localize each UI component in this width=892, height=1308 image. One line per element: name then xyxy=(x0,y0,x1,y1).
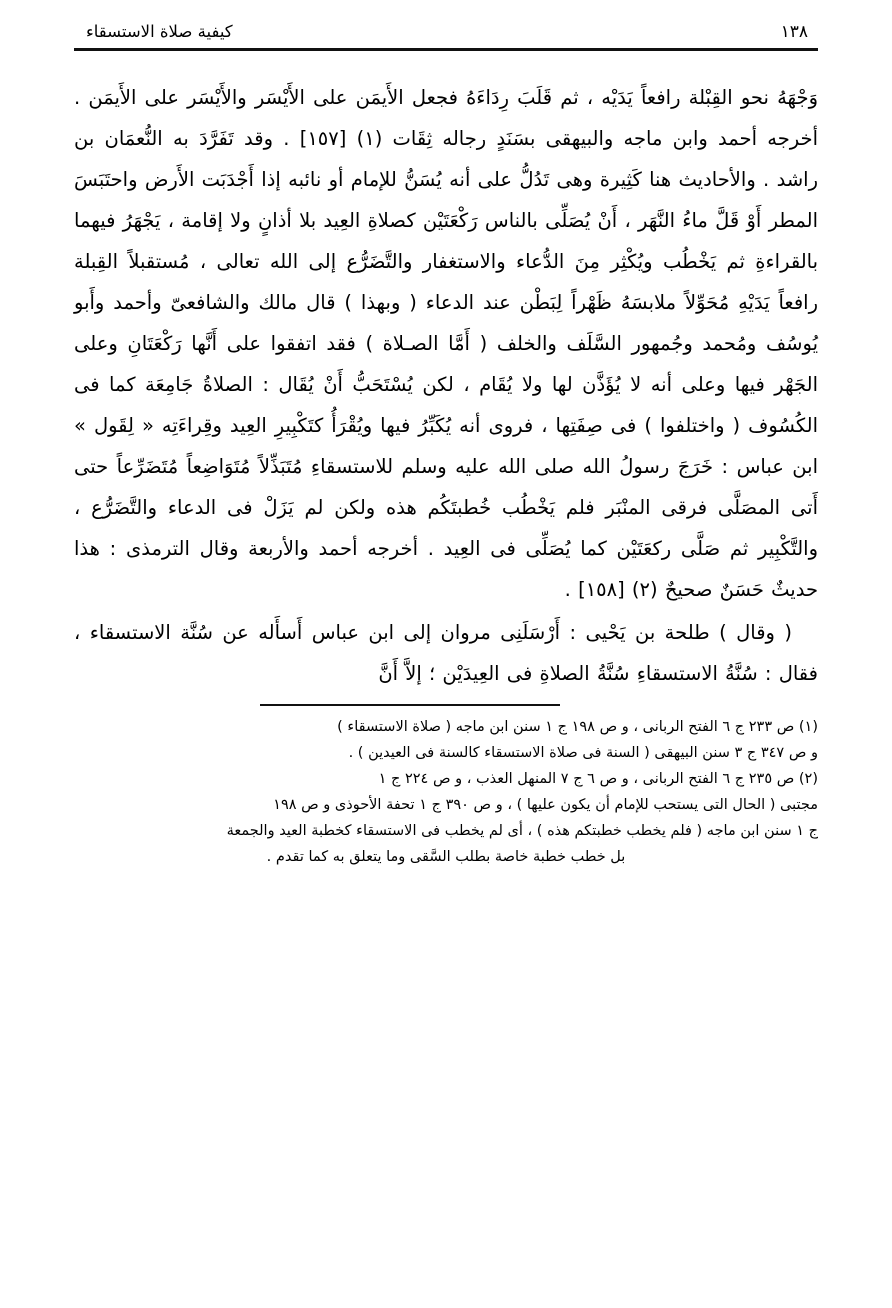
body-text xyxy=(74,77,818,694)
footnote-line: (١) ص ٢٣٣ ج ٦ الفتح الربانى ، و ص ١٩٨ ج ١ سنن ابن ماجه ( صلاة الاستسقاء ) xyxy=(337,719,818,735)
footnotes xyxy=(74,715,818,870)
page-header xyxy=(74,22,818,42)
footnote-line: ج ١ سنن ابن ماجه ( فلم يخطب خطبتكم هذه ) ، أى لم يخطب فى الاستسقاء كخطبة العيد والجمعة xyxy=(226,823,818,839)
footnote-line: بل خطب خطبة خاصة بطلب السَّقى وما يتعلق به كما تقدم . xyxy=(266,849,626,865)
paragraph-2: ( وقال ) طلحة بن يَحْيى : أَرْسَلَنِى مروان إلى ابن عباس أَسأَله عن سُنَّة الاستسقاء ، فقال : سُنَّةُ الاستسقاءِ سُنَّةُ الصلاةِ فى العِيدَيْن ؛ إلاَّ أَنَّ xyxy=(74,621,818,685)
footnote-divider xyxy=(260,704,560,706)
header-divider xyxy=(74,48,818,51)
paragraph-1: وَجْهَهُ نحو القِبْلة رافعاً يَدَيْه ، ثم قَلَبَ رِدَاءَهُ فجعل الأَيمَن على الأَيْسَر والأَيْسَر على الأَيمَن . أخرجه أحمد وابن ماجه والبيهقى بسَنَدٍ رجاله ثِقَات (١) [١٥٧] . وقد تَفَرَّدَ به النُّعمَان بن راشد . والأحاديث هنا كَثِيرة وهى تَدُلُّ على أنه يُسَنُّ للإمام أو نائبه إذا أَجْدَبَت الأَرض واحتَبَسَ المطر أَوْ قَلَّ ماءُ النَّهَر ، أَنْ يُصَلِّى بالناس رَكْعَتَيْن كصلاةِ العِيد بلا أذانٍ ولا إقامة ، يَجْهَرُ فيهما بالقراءةِ ثم يَخْطُب ويُكْثِر مِنَ الدُّعاء والاستغفار والتَّضَرُّع إلى الله تعالى ، مُستقبلاً القِبلة رافعاً يَدَيْهِ مُحَوِّلاً ملابسَهُ ظَهْراً لِبَطْن عند الدعاء ( وبهذا ) قال مالك والشافعىّ وأحمد وأَبو يُوسُف ومُحمد وجُمهور السَّلَف والخلف ( أَمَّا الصـلاة ) فقد اتفقوا على أَنَّها رَكْعَتَانِ وعلى الجَهْر فيها وعلى أنه لا يُؤَذَّن لها ولا يُقَام ، لكن يُسْتَحَبُّ أَنْ يُقَال : الصلاةُ جَامِعَة كما فى الكُسُوف ( واختلفوا ) فى صِفَتِها ، فروى أنه يُكَبِّرُ فيها ويُقْرَأُ كتَكْبِيرِ العِيد وقِراءَتِه « لِقَول » ابن عباس : خَرَجَ رسولُ الله صلى الله عليه وسلم للاستسقاءِ مُتَبَذِّلاً مُتَوَاضِعاً مُتَضَرِّعاً حتى أَتى المصَلَّى فرقى المنْبَر فلم يَخْطُب خُطبتَكُم هذه ولكن لم يَزَلْ فى الدعاء والتَّضَرُّع ، والتَّكْبِير ثم صَلَّى ركعَتَيْن كما يُصَلِّى فى العِيد . أخرجه أحمد والأربعة وقال الترمذى : هذا حديثٌ حَسَنٌ صحيحٌ (٢) [١٥٨] . xyxy=(74,86,818,601)
footnote-line: و ص ٣٤٧ ج ٣ سنن البيهقى ( السنة فى صلاة الاستسقاء كالسنة فى العيدين ) . xyxy=(348,745,818,761)
header-title: كيفية صلاة الاستسقاء xyxy=(86,22,233,41)
footnote-line: (٢) ص ٢٣٥ ج ٦ الفتح الربانى ، و ص ٦ ج ٧ المنهل العذب ، و ص ٢٢٤ ج ١ xyxy=(378,771,818,787)
page-number: ١٣٨ xyxy=(780,22,808,42)
footnote-line: مجتبى ( الحال التى يستحب للإمام أن يكون عليها ) ، و ص ٣٩٠ ج ١ تحفة الأحوذى و ص ١٩٨ xyxy=(273,797,818,813)
